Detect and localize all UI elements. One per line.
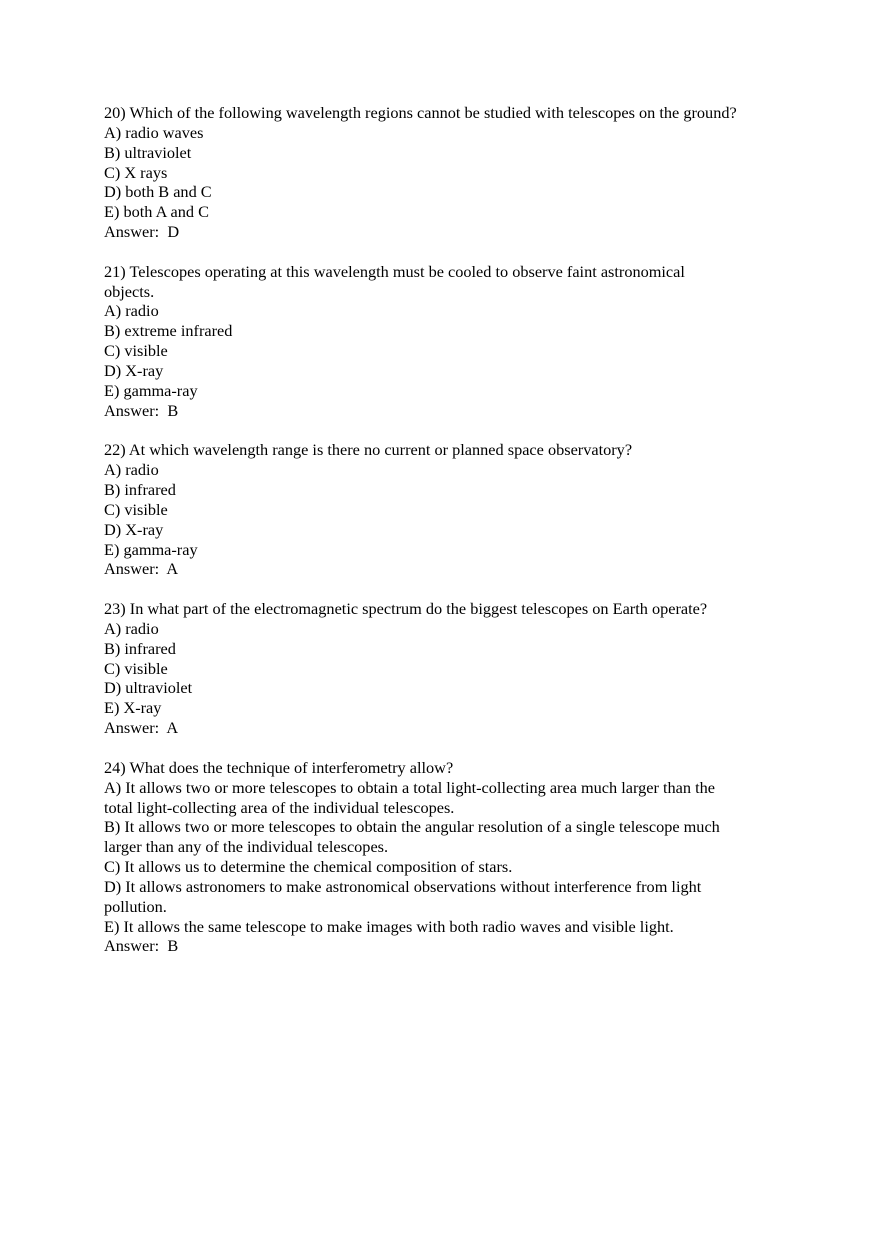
option-letter: A) [104, 460, 122, 480]
option-b [104, 321, 804, 341]
option-letter: C) [104, 857, 121, 877]
question-text-line: What does the technique of interferometry allow? [129, 757, 454, 777]
option-c [104, 500, 804, 520]
option-b [104, 639, 804, 659]
option-text: visible [124, 499, 168, 519]
option-letter: D) [104, 182, 122, 202]
option-e [104, 540, 804, 560]
option-letter: A) [104, 301, 122, 321]
option-letter: C) [104, 162, 121, 182]
option-text: radio [125, 618, 159, 638]
option-d [104, 520, 804, 540]
option-a [104, 301, 804, 321]
answer-value: B [167, 400, 179, 420]
option-c [104, 857, 804, 877]
option-letter: D) [104, 360, 122, 380]
question-text [104, 599, 804, 619]
option-letter: C) [104, 499, 121, 519]
option-text: ultraviolet [124, 142, 192, 162]
answer-label: Answer: [104, 936, 160, 956]
question-23 [104, 599, 804, 738]
option-letter: D) [104, 876, 122, 896]
option-text: It allows us to determine the chemical composition of stars. [124, 857, 513, 877]
option-text: radio waves [125, 122, 204, 142]
option-text: X-ray [125, 360, 164, 380]
option-e [104, 381, 804, 401]
option-text: both B and C [125, 182, 212, 202]
option-d [104, 678, 804, 698]
answer-line [104, 222, 804, 242]
option-text: It allows two or more telescopes to obtain the angular resolution of a single telescope much [124, 817, 720, 837]
option-text: X-ray [123, 698, 162, 718]
question-number: 23) [104, 599, 126, 619]
option-a [104, 460, 804, 480]
answer-line [104, 718, 804, 738]
option-letter: C) [104, 658, 121, 678]
answer-value: D [167, 222, 180, 242]
option-letter: B) [104, 142, 121, 162]
option-letter: C) [104, 341, 121, 361]
option-text-continued: larger than any of the individual telescopes. [104, 837, 389, 857]
question-sheet [104, 103, 804, 976]
option-letter: A) [104, 122, 122, 142]
option-text: gamma-ray [123, 539, 198, 559]
answer-label: Answer: [104, 222, 160, 242]
option-text: visible [124, 341, 168, 361]
question-text [104, 758, 804, 778]
option-text: infrared [124, 638, 176, 658]
option-text: It allows the same telescope to make images with both radio waves and visible light. [123, 916, 674, 936]
option-letter: B) [104, 480, 121, 500]
option-a [104, 123, 804, 143]
option-b [104, 143, 804, 163]
answer-value: B [167, 936, 179, 956]
option-text: radio [125, 460, 159, 480]
question-text [104, 262, 804, 302]
option-text: visible [124, 658, 168, 678]
option-e [104, 698, 804, 718]
question-number: 20) [104, 103, 126, 122]
question-text-line: In what part of the electromagnetic spectrum do the biggest telescopes on Earth operate? [129, 599, 708, 619]
option-b [104, 480, 804, 500]
option-letter: B) [104, 817, 121, 837]
question-text-line: Telescopes operating at this wavelength must be cooled to observe faint astronomical [129, 261, 685, 281]
answer-value: A [166, 559, 179, 579]
answer-label: Answer: [104, 559, 160, 579]
option-letter: B) [104, 638, 121, 658]
option-letter: A) [104, 777, 122, 797]
question-24 [104, 758, 804, 956]
option-c [104, 341, 804, 361]
option-letter: E) [104, 202, 120, 222]
question-number: 22) [104, 440, 126, 460]
option-letter: E) [104, 380, 120, 400]
option-letter: A) [104, 618, 122, 638]
answer-label: Answer: [104, 400, 160, 420]
option-letter: E) [104, 698, 120, 718]
option-c [104, 163, 804, 183]
answer-line [104, 401, 804, 421]
answer-line [104, 936, 804, 956]
question-number: 24) [104, 757, 126, 777]
question-text [104, 103, 804, 123]
option-a [104, 619, 804, 639]
option-text-continued: total light-collecting area of the individual telescopes. [104, 797, 455, 817]
option-c [104, 659, 804, 679]
option-e [104, 202, 804, 222]
option-text: gamma-ray [123, 380, 198, 400]
question-text-line: Which of the following wavelength regions cannot be studied with telescopes on the ground? [129, 103, 737, 122]
option-d [104, 361, 804, 381]
question-20 [104, 103, 804, 242]
question-number: 21) [104, 261, 126, 281]
option-letter: D) [104, 678, 122, 698]
answer-line [104, 559, 804, 579]
option-letter: E) [104, 539, 120, 559]
option-text-continued: pollution. [104, 896, 167, 916]
question-22 [104, 440, 804, 579]
option-text: It allows astronomers to make astronomical observations without interference from light [125, 876, 702, 896]
question-text [104, 440, 804, 460]
option-letter: B) [104, 321, 121, 341]
question-text-line: At which wavelength range is there no current or planned space observatory? [128, 440, 633, 460]
question-21 [104, 262, 804, 421]
option-a [104, 778, 804, 818]
option-e [104, 917, 804, 937]
option-letter: D) [104, 519, 122, 539]
option-text: X-ray [125, 519, 164, 539]
option-text: both A and C [123, 202, 209, 222]
answer-value: A [166, 718, 179, 738]
option-d [104, 182, 804, 202]
answer-label: Answer: [104, 718, 160, 738]
option-text: It allows two or more telescopes to obtain a total light-collecting area much larger than the [125, 777, 715, 797]
option-letter: E) [104, 916, 120, 936]
option-text: ultraviolet [125, 678, 193, 698]
option-text: extreme infrared [124, 321, 233, 341]
option-text: X rays [124, 162, 168, 182]
option-b [104, 817, 804, 857]
option-text: radio [125, 301, 159, 321]
option-text: infrared [124, 480, 176, 500]
question-text-line: objects. [104, 281, 155, 301]
option-d [104, 877, 804, 917]
